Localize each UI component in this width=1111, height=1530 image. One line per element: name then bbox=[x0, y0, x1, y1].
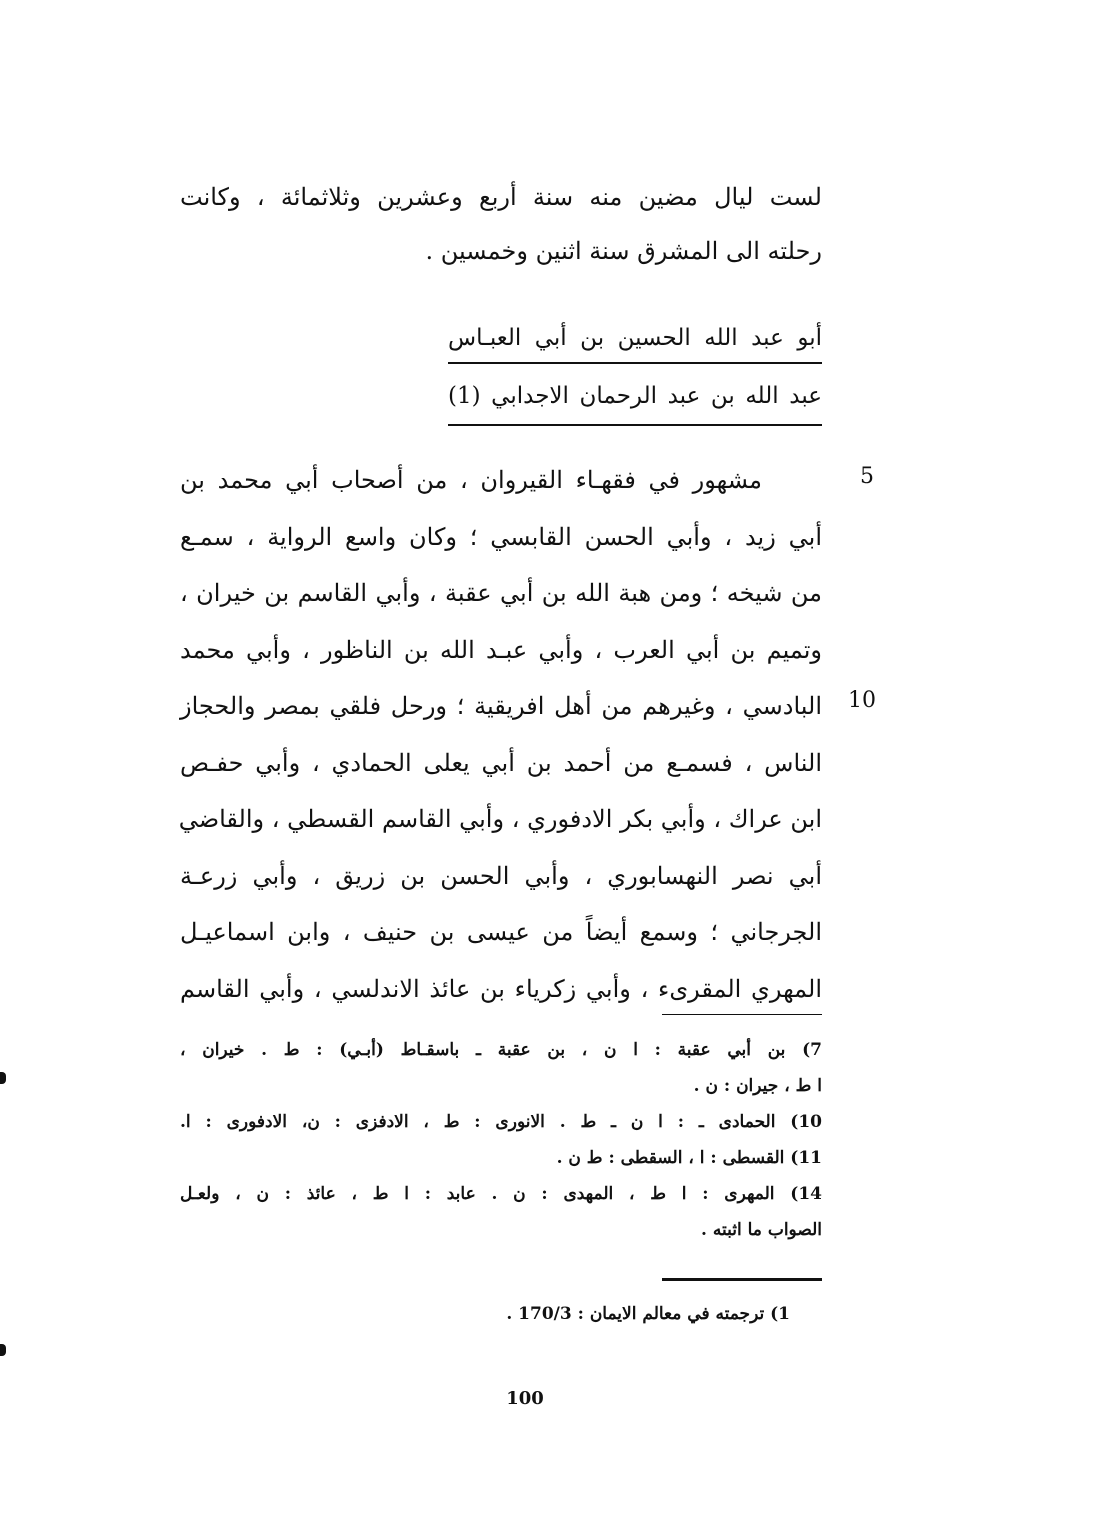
apparatus-note: 11) القسطى : ا ، السقطى : ط ن . bbox=[556, 1148, 822, 1168]
intro-paragraph bbox=[180, 170, 822, 278]
body-line: الناس ، فسمـع من أحمد بن أبي يعلى الحمادي ، وأبي حفـص bbox=[180, 748, 822, 777]
line-number-5: 5 bbox=[860, 464, 874, 489]
scan-mark bbox=[0, 1344, 6, 1356]
page-number: 100 bbox=[506, 1388, 544, 1409]
apparatus-note: الصواب ما اثبته . bbox=[701, 1220, 822, 1240]
heading-rule bbox=[448, 424, 822, 426]
body-line: مشهور في فقهـاء القيروان ، من أصحاب أبي محمد بن bbox=[180, 466, 762, 494]
apparatus-note: 7) بن أبي عقبة : ا ن ، بن عقبة ـ باسقـاط (أبـي) : ط . خيران ، bbox=[180, 1040, 822, 1060]
body-line: البادسي ، وغيرهم من أهل افريقية ؛ ورحل فلقي بمصر والحجاز bbox=[180, 692, 822, 720]
body-line: وتميم بن أبي العرب ، وأبي عبـد الله بن الناظور ، وأبي محمد bbox=[180, 635, 822, 664]
intro-line: لست ليال مضين منه سنة أربع وعشرين وثلاثمائة ، وكانت bbox=[180, 183, 822, 211]
intro-line: رحلته الى المشرق سنة اثنين وخمسين . bbox=[425, 237, 822, 265]
heading-text: أبو عبد الله الحسين بن أبي العبـاس bbox=[448, 325, 822, 351]
critical-apparatus bbox=[180, 1032, 822, 1248]
body-line: أبي نصر النهسابوري ، وأبي الحسن بن زريق ، وأبي زرعـة bbox=[180, 861, 822, 890]
body-line: المهري المقرىء ، وأبي زكرياء بن عائذ الاندلسي ، وأبي القاسم bbox=[180, 974, 822, 1003]
notes-separator bbox=[662, 1014, 822, 1015]
body-line: من شيخه ؛ ومن هبة الله بن أبي عقبة ، وأبي القاسم بن خيران ، bbox=[180, 579, 822, 607]
body-line: أبي زيد ، وأبي الحسن القابسي ؛ وكان واسع الرواية ، سمـع bbox=[180, 522, 822, 551]
scan-mark bbox=[0, 1072, 6, 1084]
footnote: 1) ترجمته في معالم الايمان : 170/3 . bbox=[506, 1304, 790, 1324]
entry-heading-line-2 bbox=[448, 376, 822, 416]
apparatus-note: 10) الحمادى ـ : ا ن ـ ط . الانورى : ط ، الادفزى : ن، الادفورى : ا. bbox=[180, 1112, 822, 1132]
entry-body bbox=[180, 452, 822, 1017]
body-line: ابن عراك ، وأبي بكر الادفوري ، وأبي القاسم القسطي ، والقاضي bbox=[178, 805, 822, 833]
line-number-10: 10 bbox=[848, 688, 876, 713]
heading-rule bbox=[448, 362, 822, 364]
body-line: الجرجاني ؛ وسمع أيضاً من عيسى بن حنيف ، وابن اسماعيـل bbox=[180, 918, 822, 946]
entry-heading-line-1 bbox=[448, 318, 822, 358]
footnote-separator bbox=[662, 1278, 822, 1281]
apparatus-note: 14) المهرى : ا ط ، المهدى : ن . عابد : ا ط ، عائذ : ن ، ولعـل bbox=[180, 1184, 822, 1204]
heading-text: عبد الله بن عبد الرحمان الاجدابي (1) bbox=[448, 383, 822, 409]
apparatus-note: ا ط ، جيران : ن . bbox=[693, 1076, 822, 1096]
